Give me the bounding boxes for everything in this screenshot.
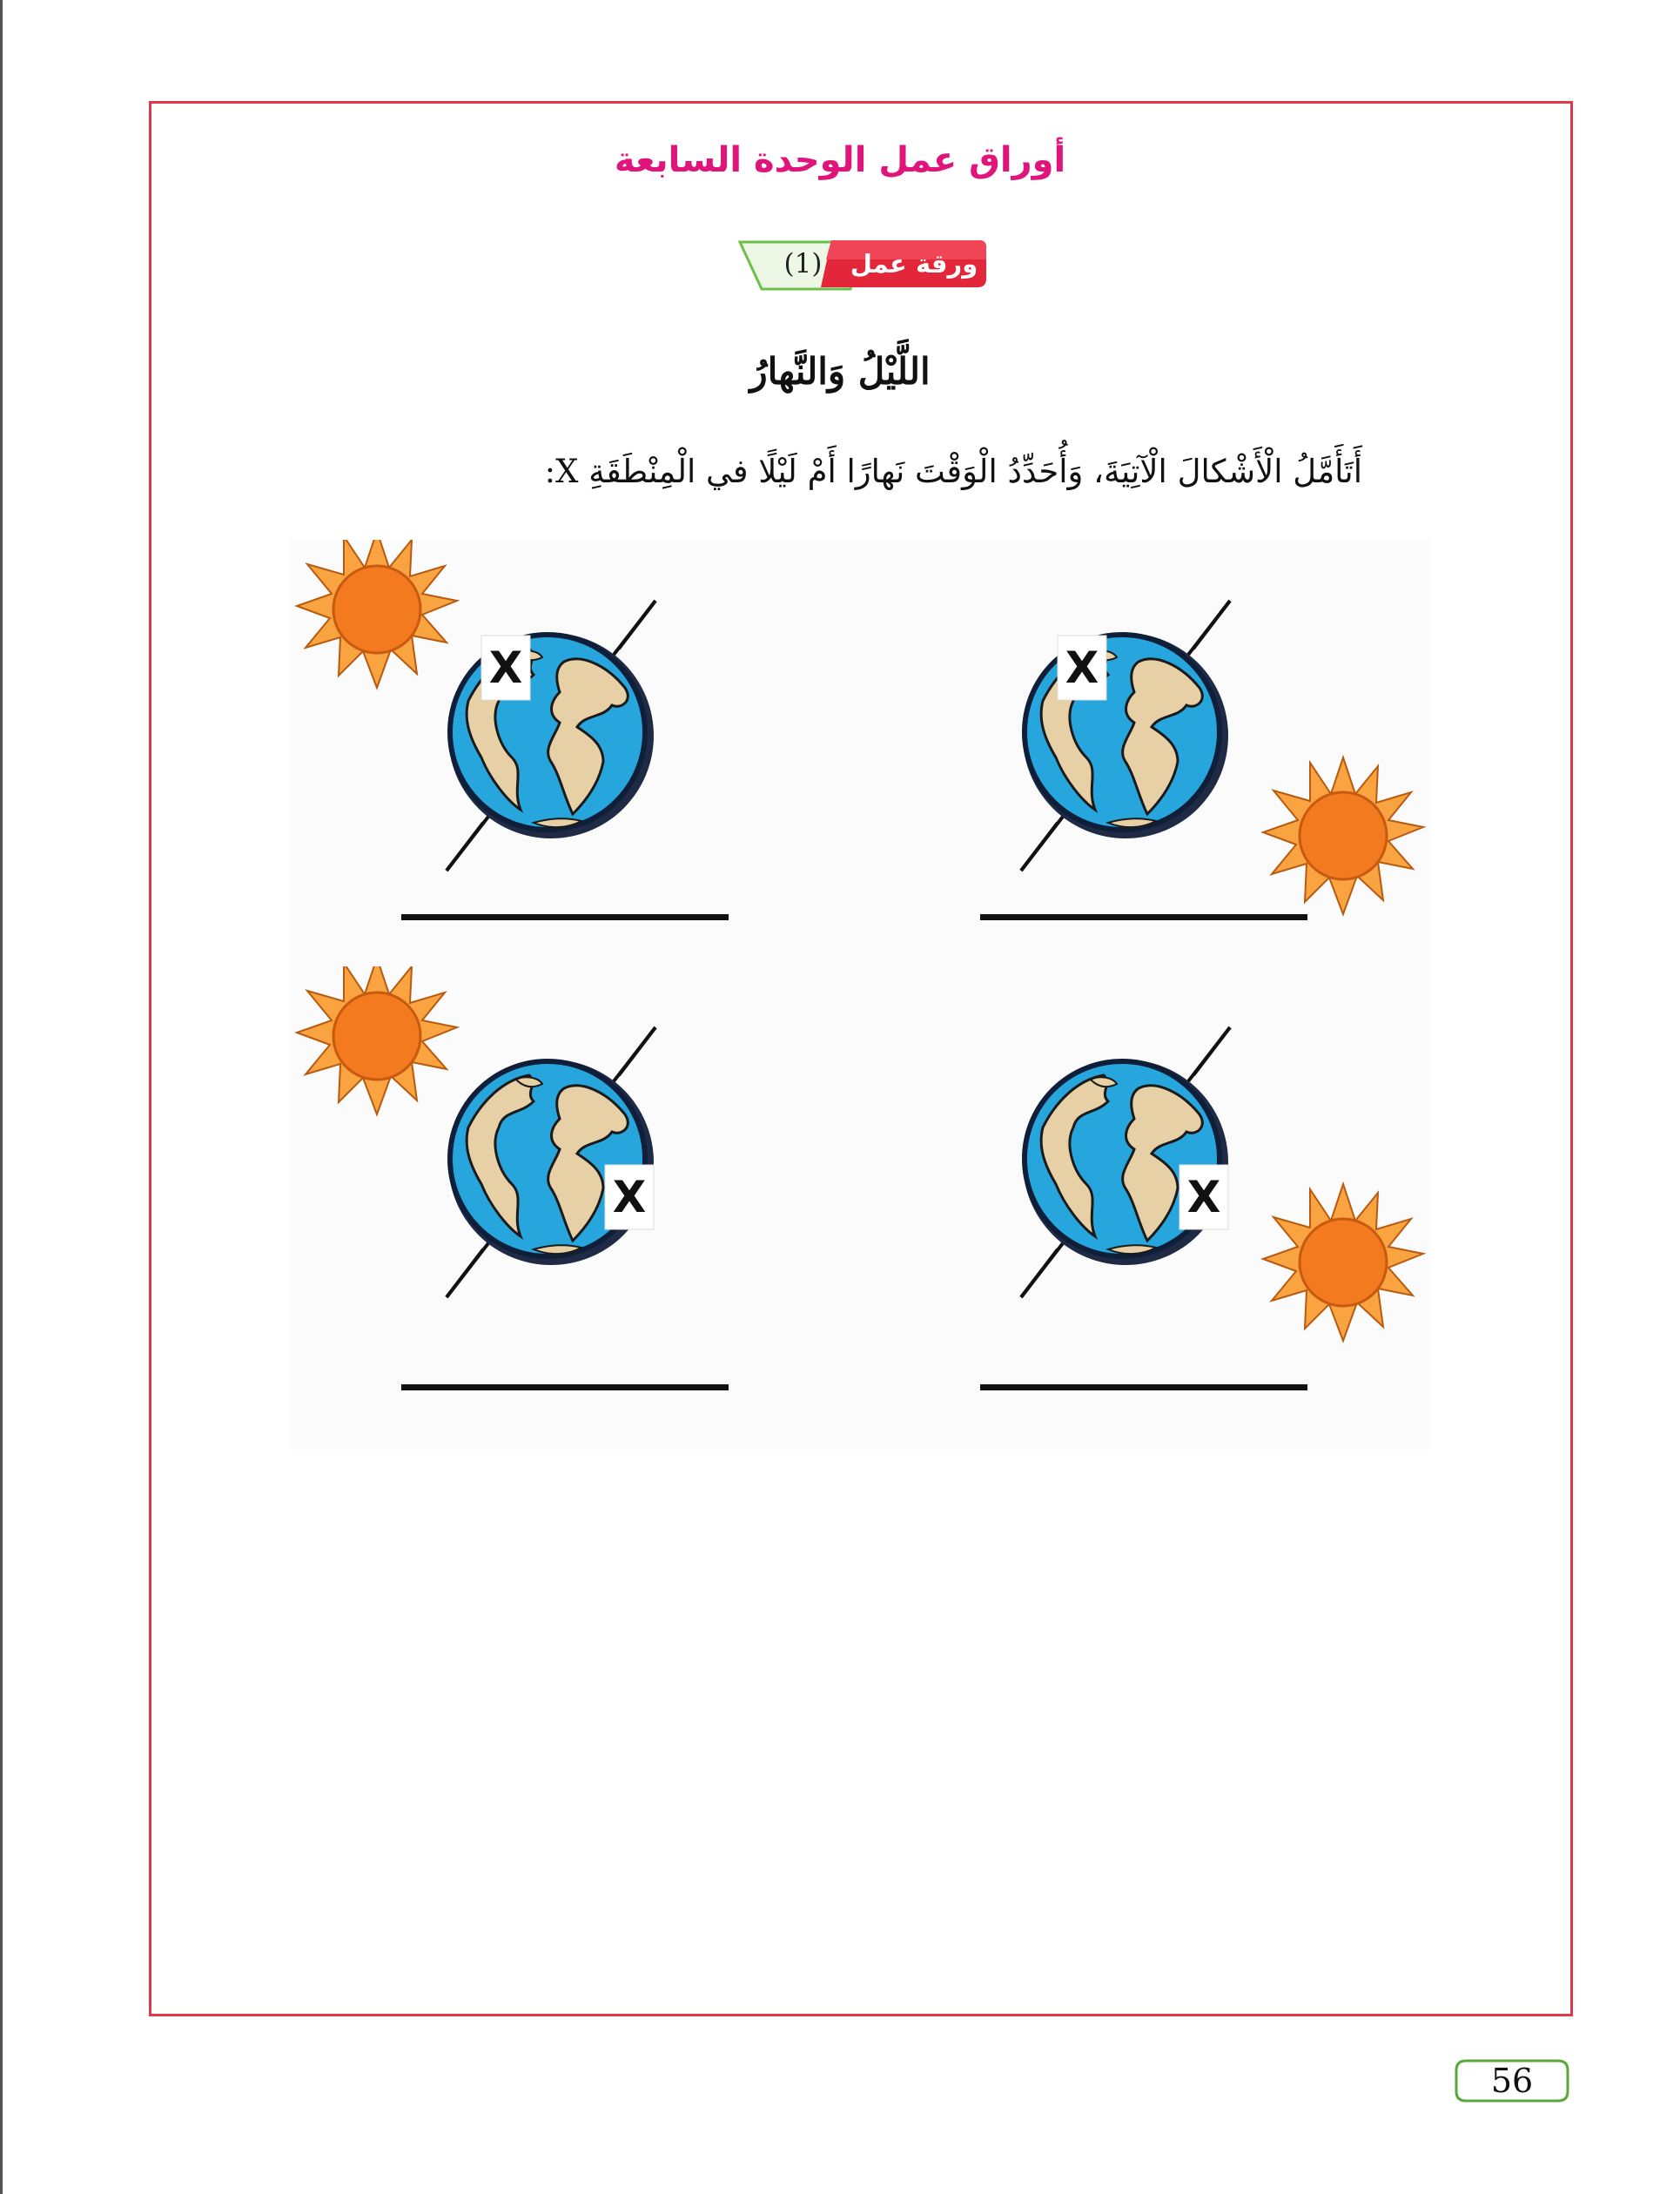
x-marker: X: [1065, 643, 1099, 693]
worksheet-label: [736, 233, 988, 298]
x-marker: X: [488, 643, 523, 693]
lesson-title: اللَّيْلُ وَالنَّهارُ: [749, 350, 931, 393]
x-marker: X: [1186, 1172, 1221, 1222]
instruction-text: أَتَأَمَّلُ الْأَشْكالَ الْآتِيَةَ، وَأُحَدِّدُ الْوَقْتَ نَهارًا أَمْ لَيْلًا في الْمِنْطَقَةِ X:: [544, 453, 1362, 490]
page-number-badge: [1454, 2058, 1570, 2103]
x-marker: X: [612, 1172, 647, 1222]
page-number: 56: [1490, 2062, 1534, 2100]
figure-panel: [290, 966, 856, 1419]
answer-line: [980, 1384, 1307, 1390]
figure-panel: [290, 540, 856, 993]
page-edge-rule: [0, 0, 3, 2194]
answer-line: [401, 914, 729, 920]
answer-line: [980, 914, 1307, 920]
answer-line: [401, 1384, 729, 1390]
worksheet-number: (1): [783, 248, 823, 279]
figure-panel: [864, 966, 1430, 1419]
unit-title: أوراق عمل الوحدة السابعة: [614, 140, 1066, 180]
figures-area: [290, 540, 1430, 1450]
figure-panel: [864, 540, 1430, 993]
worksheet-word: ورقة عمل: [850, 249, 978, 279]
